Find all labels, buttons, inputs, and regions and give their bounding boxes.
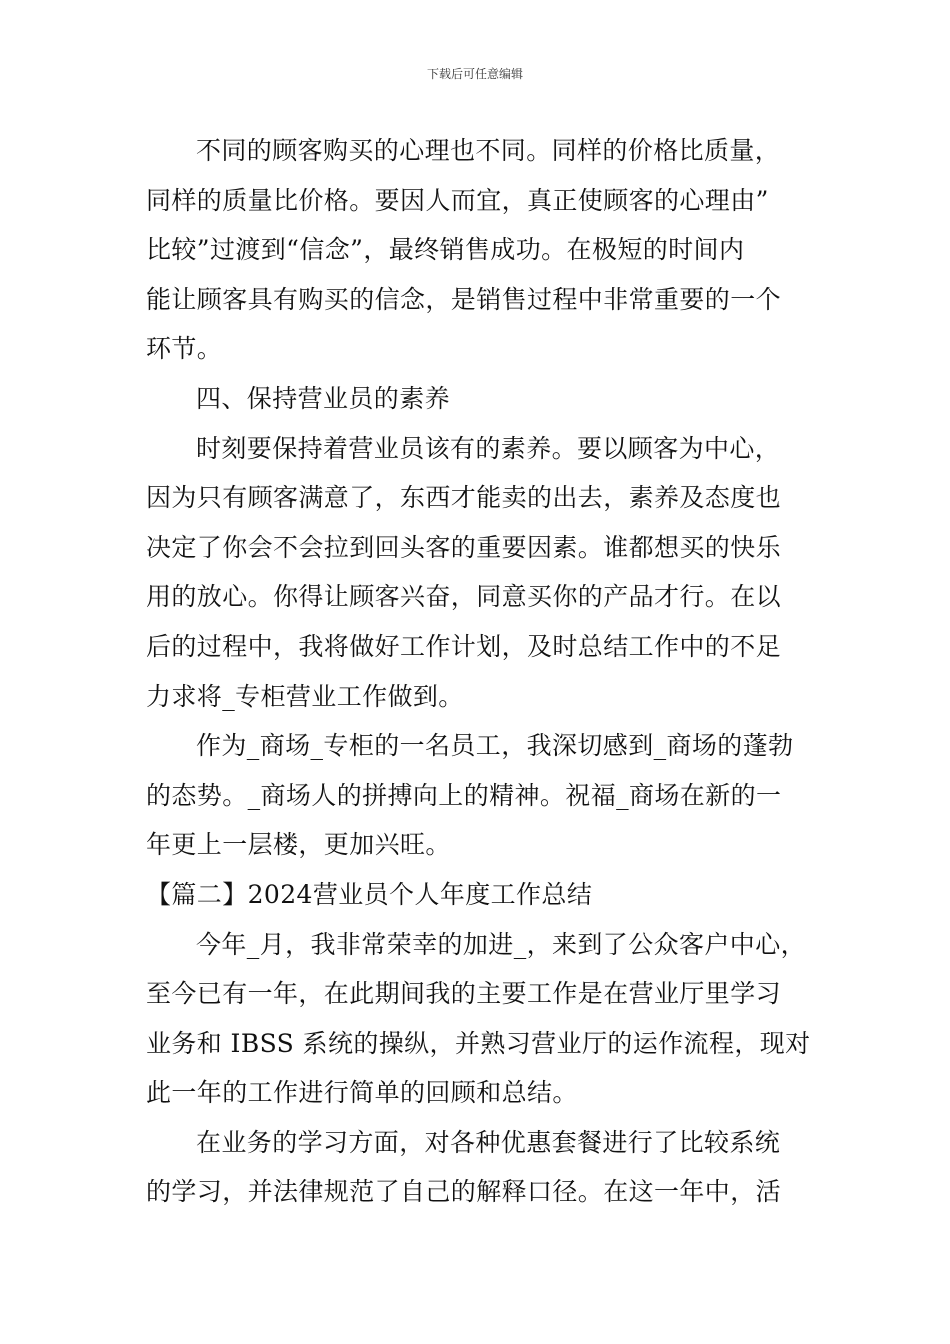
text-line: 比较”过渡到“信念”，最终销售成功。在极短的时间内 bbox=[146, 235, 745, 265]
text-line: 今年_月，我非常荣幸的加进_，来到了公众客户中心， bbox=[196, 929, 807, 959]
chapter-heading: 【篇二】2024营业员个人年度工作总结 bbox=[146, 879, 593, 909]
text-line: 环节。 bbox=[146, 334, 223, 364]
text-line: 能让顾客具有购买的信念，是销售过程中非常重要的一个 bbox=[146, 284, 782, 314]
document-body bbox=[146, 126, 826, 1217]
text-line: 同样的质量比价格。要因人而宜，真正使顾客的心理由” bbox=[146, 185, 769, 215]
text-line: 力求将_专柜营业工作做到。 bbox=[146, 681, 464, 711]
text-line: 业务和 IBSS 系统的操纵，并熟习营业厅的运作流程，现对 bbox=[146, 1028, 811, 1058]
text-line: 因为只有顾客满意了，东西才能卖的出去，素养及态度也 bbox=[146, 483, 782, 513]
text-line: 在业务的学习方面，对各种优惠套餐进行了比较系统 bbox=[196, 1127, 781, 1157]
text-line: 年更上一层楼，更加兴旺。 bbox=[146, 830, 451, 860]
text-line: 决定了你会不会拉到回头客的重要因素。谁都想买的快乐 bbox=[146, 532, 782, 562]
text-line: 用的放心。你得让顾客兴奋，同意买你的产品才行。在以 bbox=[146, 582, 782, 612]
text-line: 作为_商场_专柜的一名员工，我深切感到_商场的蓬勃 bbox=[196, 731, 794, 761]
text-line: 至今已有一年，在此期间我的主要工作是在营业厅里学习 bbox=[146, 979, 782, 1009]
text-line: 时刻要保持着营业员该有的素养。要以顾客为中心， bbox=[196, 433, 781, 463]
text-line: 此一年的工作进行简单的回顾和总结。 bbox=[146, 1078, 578, 1108]
text-line: 的学习，并法律规范了自己的解释口径。在这一年中，活 bbox=[146, 1177, 782, 1207]
text-line: 后的过程中，我将做好工作计划，及时总结工作中的不足 bbox=[146, 631, 782, 661]
text-line: 的态势。_商场人的拼搏向上的精神。祝福_商场在新的一 bbox=[146, 780, 782, 810]
page-header-note: 下载后可任意编辑 bbox=[426, 67, 523, 81]
section-heading: 四、保持营业员的素养 bbox=[196, 383, 451, 413]
text-line: 不同的顾客购买的心理也不同。同样的价格比质量， bbox=[196, 136, 781, 165]
